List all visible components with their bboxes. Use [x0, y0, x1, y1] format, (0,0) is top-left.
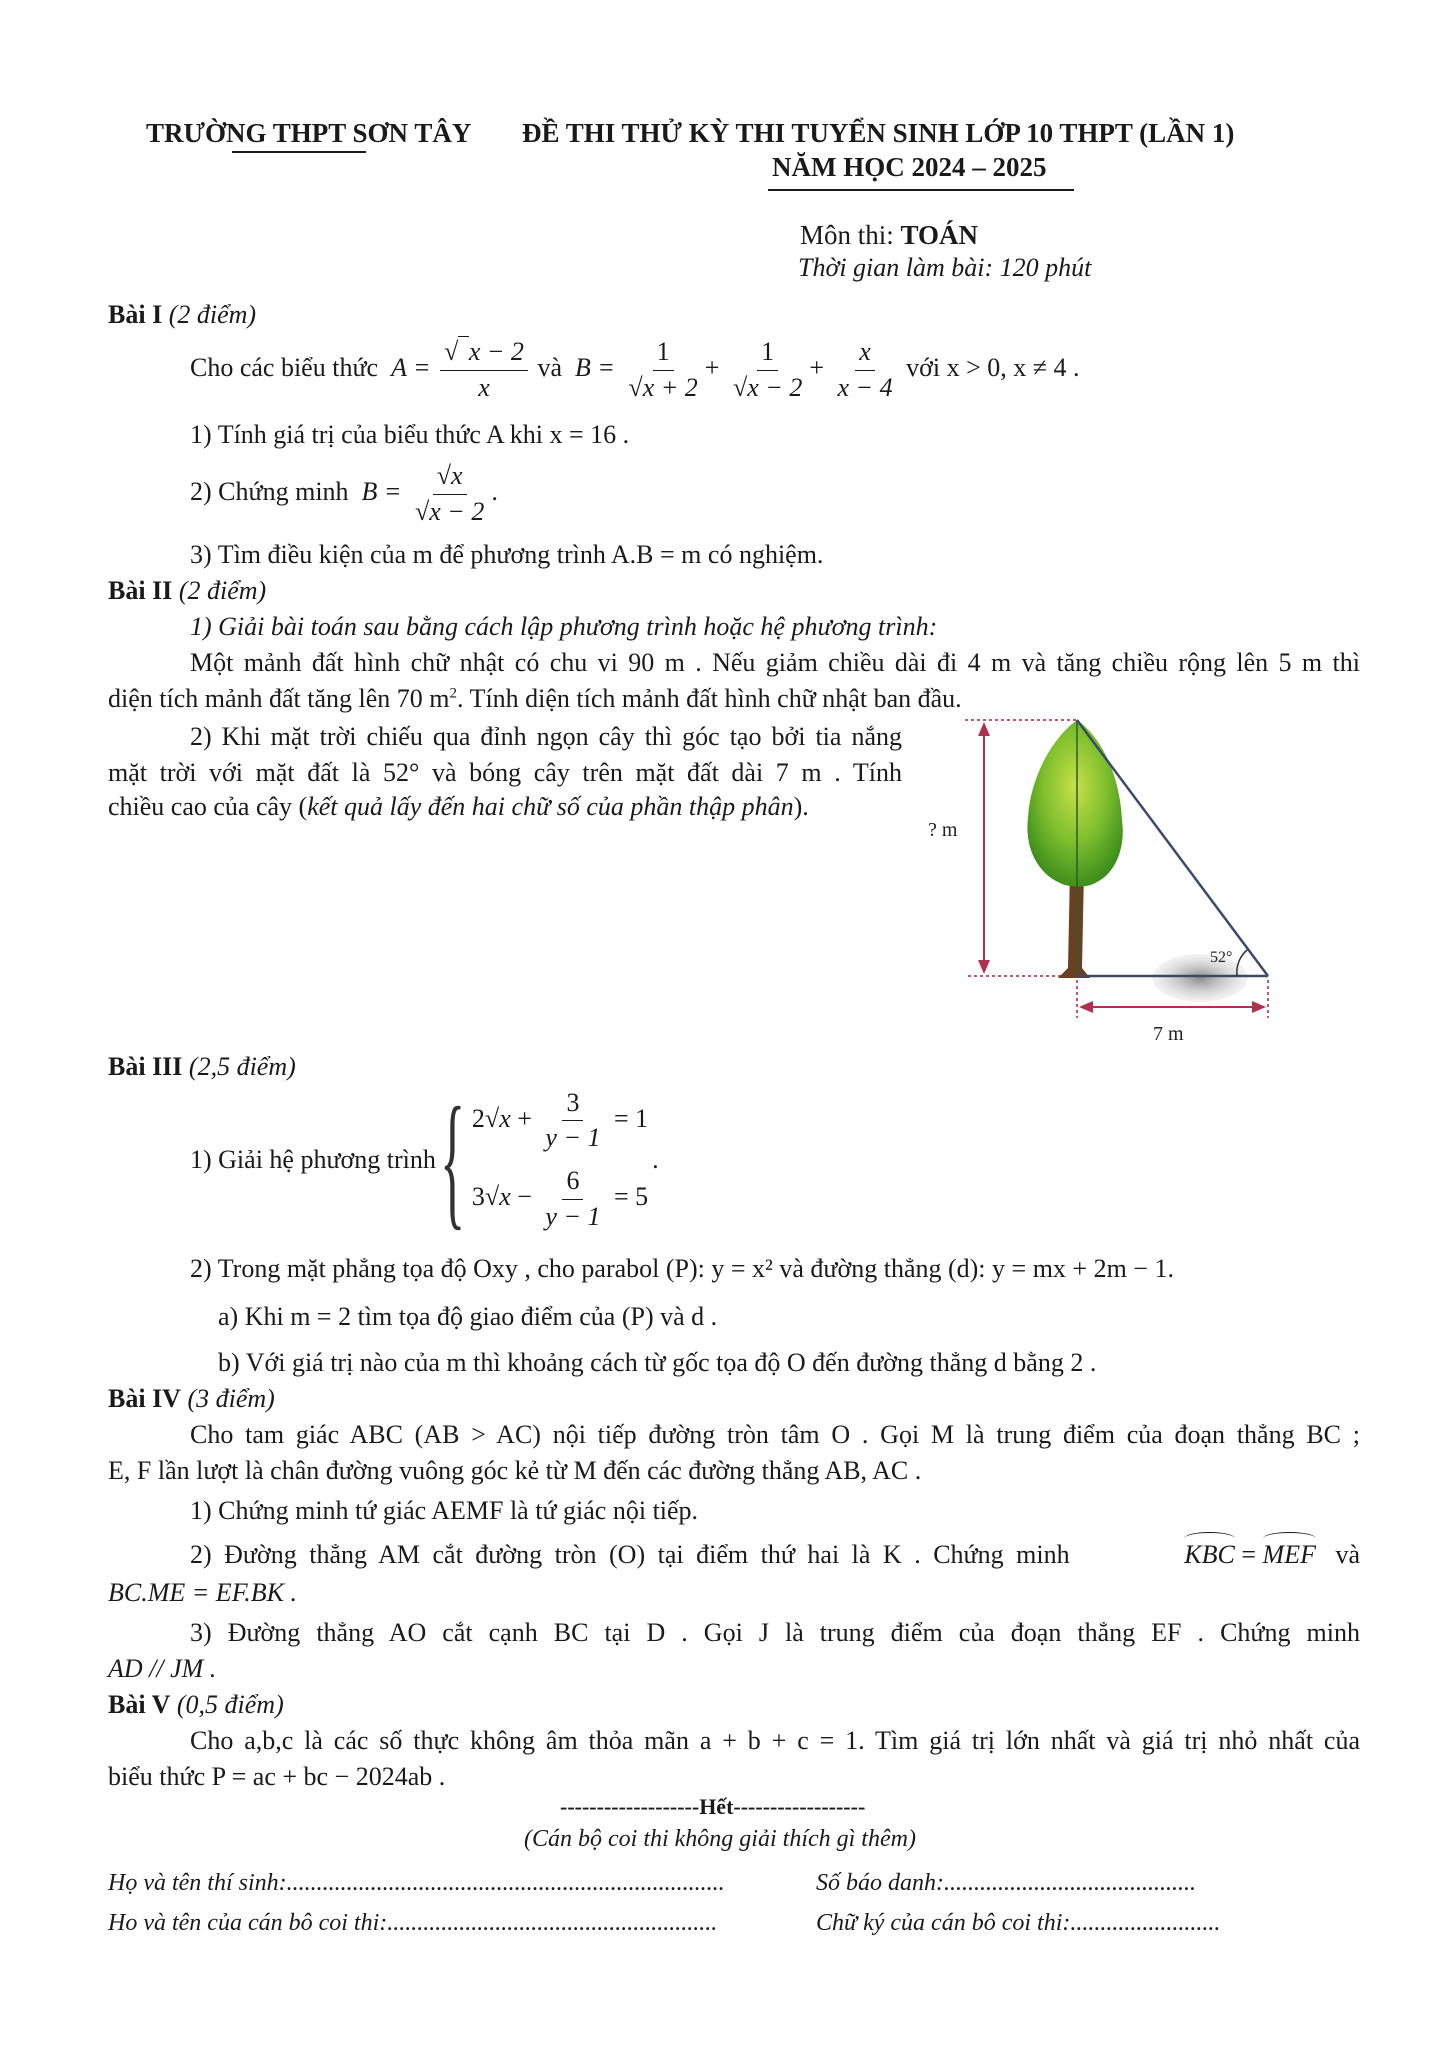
- bai4-q2-text: 2) Đường thẳng AM cắt đường tròn (O) tại điểm thứ hai là K . Chứng minh: [190, 1540, 1070, 1569]
- bai4-intro-line1: Cho tam giác ABC (AB > AC) nội tiếp đường tròn tâm O . Gọi M là trung điểm của đoạn thẳng BC ;: [190, 1420, 1360, 1449]
- bai2-q1-intro: 1) Giải bài toán sau bằng cách lập phương trình hoặc hệ phương trình:: [190, 612, 938, 641]
- bai2-q1-line1: Một mảnh đất hình chữ nhật có chu vi 90 m . Nếu giảm chiều dài đi 4 m và tăng chiều rộng lên 5 m thì: [190, 648, 1360, 677]
- bai2-q1-line2: diện tích mảnh đất tăng lên 70 $m^2$. Tính diện tích mảnh đất hình chữ nhật ban đầu.: [108, 684, 962, 713]
- tree-shadow: [1152, 954, 1248, 1002]
- bai3-q2: 2) Trong mặt phẳng tọa độ Oxy , cho parabol (P): y = x² và đường thẳng (d): y = mx + 2m − 1.: [190, 1254, 1174, 1283]
- bai3-q1-label: 1) Giải hệ phương trình: [190, 1145, 436, 1174]
- bai4-q2-line1: [190, 1540, 1360, 1570]
- expr-A: $\frac{√ x - 2}{x}$: [440, 338, 528, 402]
- bai1-q3: 3) Tìm điều kiện của m để phương trình A.B = m có nghiệm.: [190, 540, 824, 569]
- angle-MEF: MEF: [1262, 1540, 1316, 1569]
- shadow-arrow-head-right: [1252, 1001, 1266, 1013]
- end-marker: -------------------Hết------------------: [560, 1794, 866, 1819]
- A-numerator: x − 2: [468, 337, 524, 366]
- height-label: ? m: [928, 819, 958, 841]
- B-term-1: $\frac{1}{√x + 2}$: [628, 337, 698, 402]
- bai4-q2-line2: BC.ME = EF.BK .: [108, 1578, 297, 1607]
- shadow-arrow-head-left: [1079, 1001, 1093, 1013]
- school-year: NĂM HỌC 2024 – 2025: [772, 152, 1047, 182]
- exam-time: Thời gian làm bài: 120 phút: [798, 253, 1092, 282]
- bai1-condition: với x > 0, x ≠ 4 .: [906, 353, 1080, 383]
- candidate-id-field[interactable]: Số báo danh:..........................................: [816, 1870, 1196, 1896]
- bai1-heading: [108, 300, 256, 330]
- bai1-q2: 2) Chứng minh B = $\frac{√x}{√x - 2}$ .: [190, 461, 498, 526]
- subject-line: [800, 220, 978, 251]
- bai2-title: Bài II: [108, 576, 173, 605]
- bai4-heading: [108, 1384, 275, 1414]
- subject: TOÁN: [900, 220, 979, 250]
- bai4-points: (3 điểm): [187, 1384, 275, 1413]
- subject-label: Môn thi:: [800, 220, 894, 250]
- year-underline: [768, 189, 1074, 191]
- tree-foliage: [1027, 720, 1122, 887]
- bai3-q1: 1) Giải hệ phương trình { 2√x + $\frac{3}{y - 1}$ = 1 3√x − $\frac{6}{y - 1}$ = 5 .: [190, 1077, 659, 1243]
- height-arrow-head-top: [978, 722, 990, 736]
- bai4-q3-line2: AD // JM .: [108, 1654, 217, 1683]
- bai5-line1: Cho a,b,c là các số thực không âm thỏa mãn a + b + c = 1. Tìm giá trị lớn nhất và giá trị nhỏ nhất của: [190, 1726, 1360, 1755]
- bai3-points: (2,5 điểm): [188, 1052, 296, 1081]
- system-brace: {: [439, 1077, 466, 1243]
- bai1-points: (2 điểm): [168, 300, 257, 329]
- angle-equality: KBC = MEF và: [1184, 1540, 1360, 1569]
- bai5-line2: biểu thức P = ac + bc − 2024ab .: [108, 1762, 446, 1791]
- bai3-title: Bài III: [108, 1052, 183, 1081]
- bai1-q1: 1) Tính giá trị của biểu thức A khi x = 16 .: [190, 420, 630, 449]
- bai2-q1-line2a: diện tích mảnh đất tăng lên 70 m: [108, 684, 450, 713]
- school-underline: [232, 151, 366, 153]
- bai3-heading: [108, 1052, 296, 1082]
- A-denominator: x: [478, 372, 490, 402]
- angle-KBC: KBC: [1184, 1540, 1235, 1569]
- bai3-q2a: a) Khi m = 2 tìm tọa độ giao điểm của (P) và d .: [218, 1302, 718, 1331]
- candidate-name-field[interactable]: Họ và tên thí sinh:.........................................................................: [108, 1870, 725, 1896]
- B-term-2: $\frac{1}{√x - 2}$: [732, 337, 803, 402]
- exam-title: ĐỀ THI THỬ KỲ THI TUYỂN SINH LỚP 10 THPT (LẦN 1): [522, 118, 1235, 148]
- bai2-q2-line1: 2) Khi mặt trời chiếu qua đỉnh ngọn cây thì góc tạo bởi tia nắng: [190, 722, 902, 751]
- bai4-intro-line2: E, F lần lượt là chân đường vuông góc kẻ từ M đến các đường thẳng AB, AC .: [108, 1456, 922, 1485]
- proctor-signature-field[interactable]: Chữ ký của cán bô coi thi:.........................: [816, 1910, 1221, 1936]
- bai2-q2-line2: mặt trời với mặt đất là 52° và bóng cây trên mặt đất dài 7 m . Tính: [108, 758, 902, 787]
- and-word: và: [537, 353, 562, 383]
- bai5-points: (0,5 điểm): [176, 1690, 284, 1719]
- B-term-3: $\frac{x}{x - 4}$: [837, 337, 893, 402]
- bai2-q2-line3: chiều cao của cây (kết quả lấy đến hai chữ số của phần thập phân).: [108, 792, 809, 821]
- equation-system: [472, 1089, 648, 1231]
- bai2-heading: [108, 576, 266, 606]
- B-simplified: $\frac{√x}{√x - 2}$: [414, 461, 485, 526]
- bai1-expressions: Cho các biểu thức A = $\frac{√ x - 2}{x}$ và B = $\frac{1}{√x + 2}$ + $\frac{1}{√x - 2}$ + $\frac{x}{x - 4}$ với x > 0, x ≠ 4 .: [190, 337, 1080, 402]
- bai3-q2b: b) Với giá trị nào của m thì khoảng cách từ gốc tọa độ O đến đường thẳng d bằng 2 .: [218, 1348, 1097, 1377]
- bai1-q2-label: 2) Chứng minh: [190, 477, 349, 507]
- equation-2: 3√x − $\frac{6}{y - 1}$ = 5: [471, 1166, 649, 1231]
- bai5-heading: [108, 1690, 284, 1720]
- height-arrow-head-bottom: [978, 960, 990, 974]
- equation-1: 2√x + $\frac{3}{y - 1}$ = 1: [471, 1087, 649, 1153]
- bai5-title: Bài V: [108, 1690, 171, 1719]
- angle-label: 52°: [1210, 949, 1233, 966]
- school-name: TRƯỜNG THPT SƠN TÂY: [146, 118, 472, 148]
- proctor-note: (Cán bộ coi thi không giải thích gì thêm): [524, 1826, 916, 1852]
- shadow-label: 7 m: [1153, 1023, 1184, 1045]
- bai4-q3-line1: 3) Đường thẳng AO cắt cạnh BC tại D . Gọi J là trung điểm của đoạn thẳng EF . Chứng minh: [190, 1618, 1360, 1647]
- bai2-points: (2 điểm): [178, 576, 267, 605]
- bai4-q1: 1) Chứng minh tứ giác AEMF là tứ giác nội tiếp.: [190, 1496, 699, 1525]
- bai2-q1-line2b: . Tính diện tích mảnh đất hình chữ nhật ban đầu.: [457, 684, 962, 713]
- proctor-name-field[interactable]: Ho và tên của cán bô coi thi:.......................................................: [108, 1910, 718, 1936]
- tree-shadow-figure: [900, 700, 1340, 1060]
- bai1-intro: Cho các biểu thức: [190, 353, 379, 383]
- bai4-title: Bài IV: [108, 1384, 181, 1413]
- bai1-title: Bài I: [108, 300, 163, 329]
